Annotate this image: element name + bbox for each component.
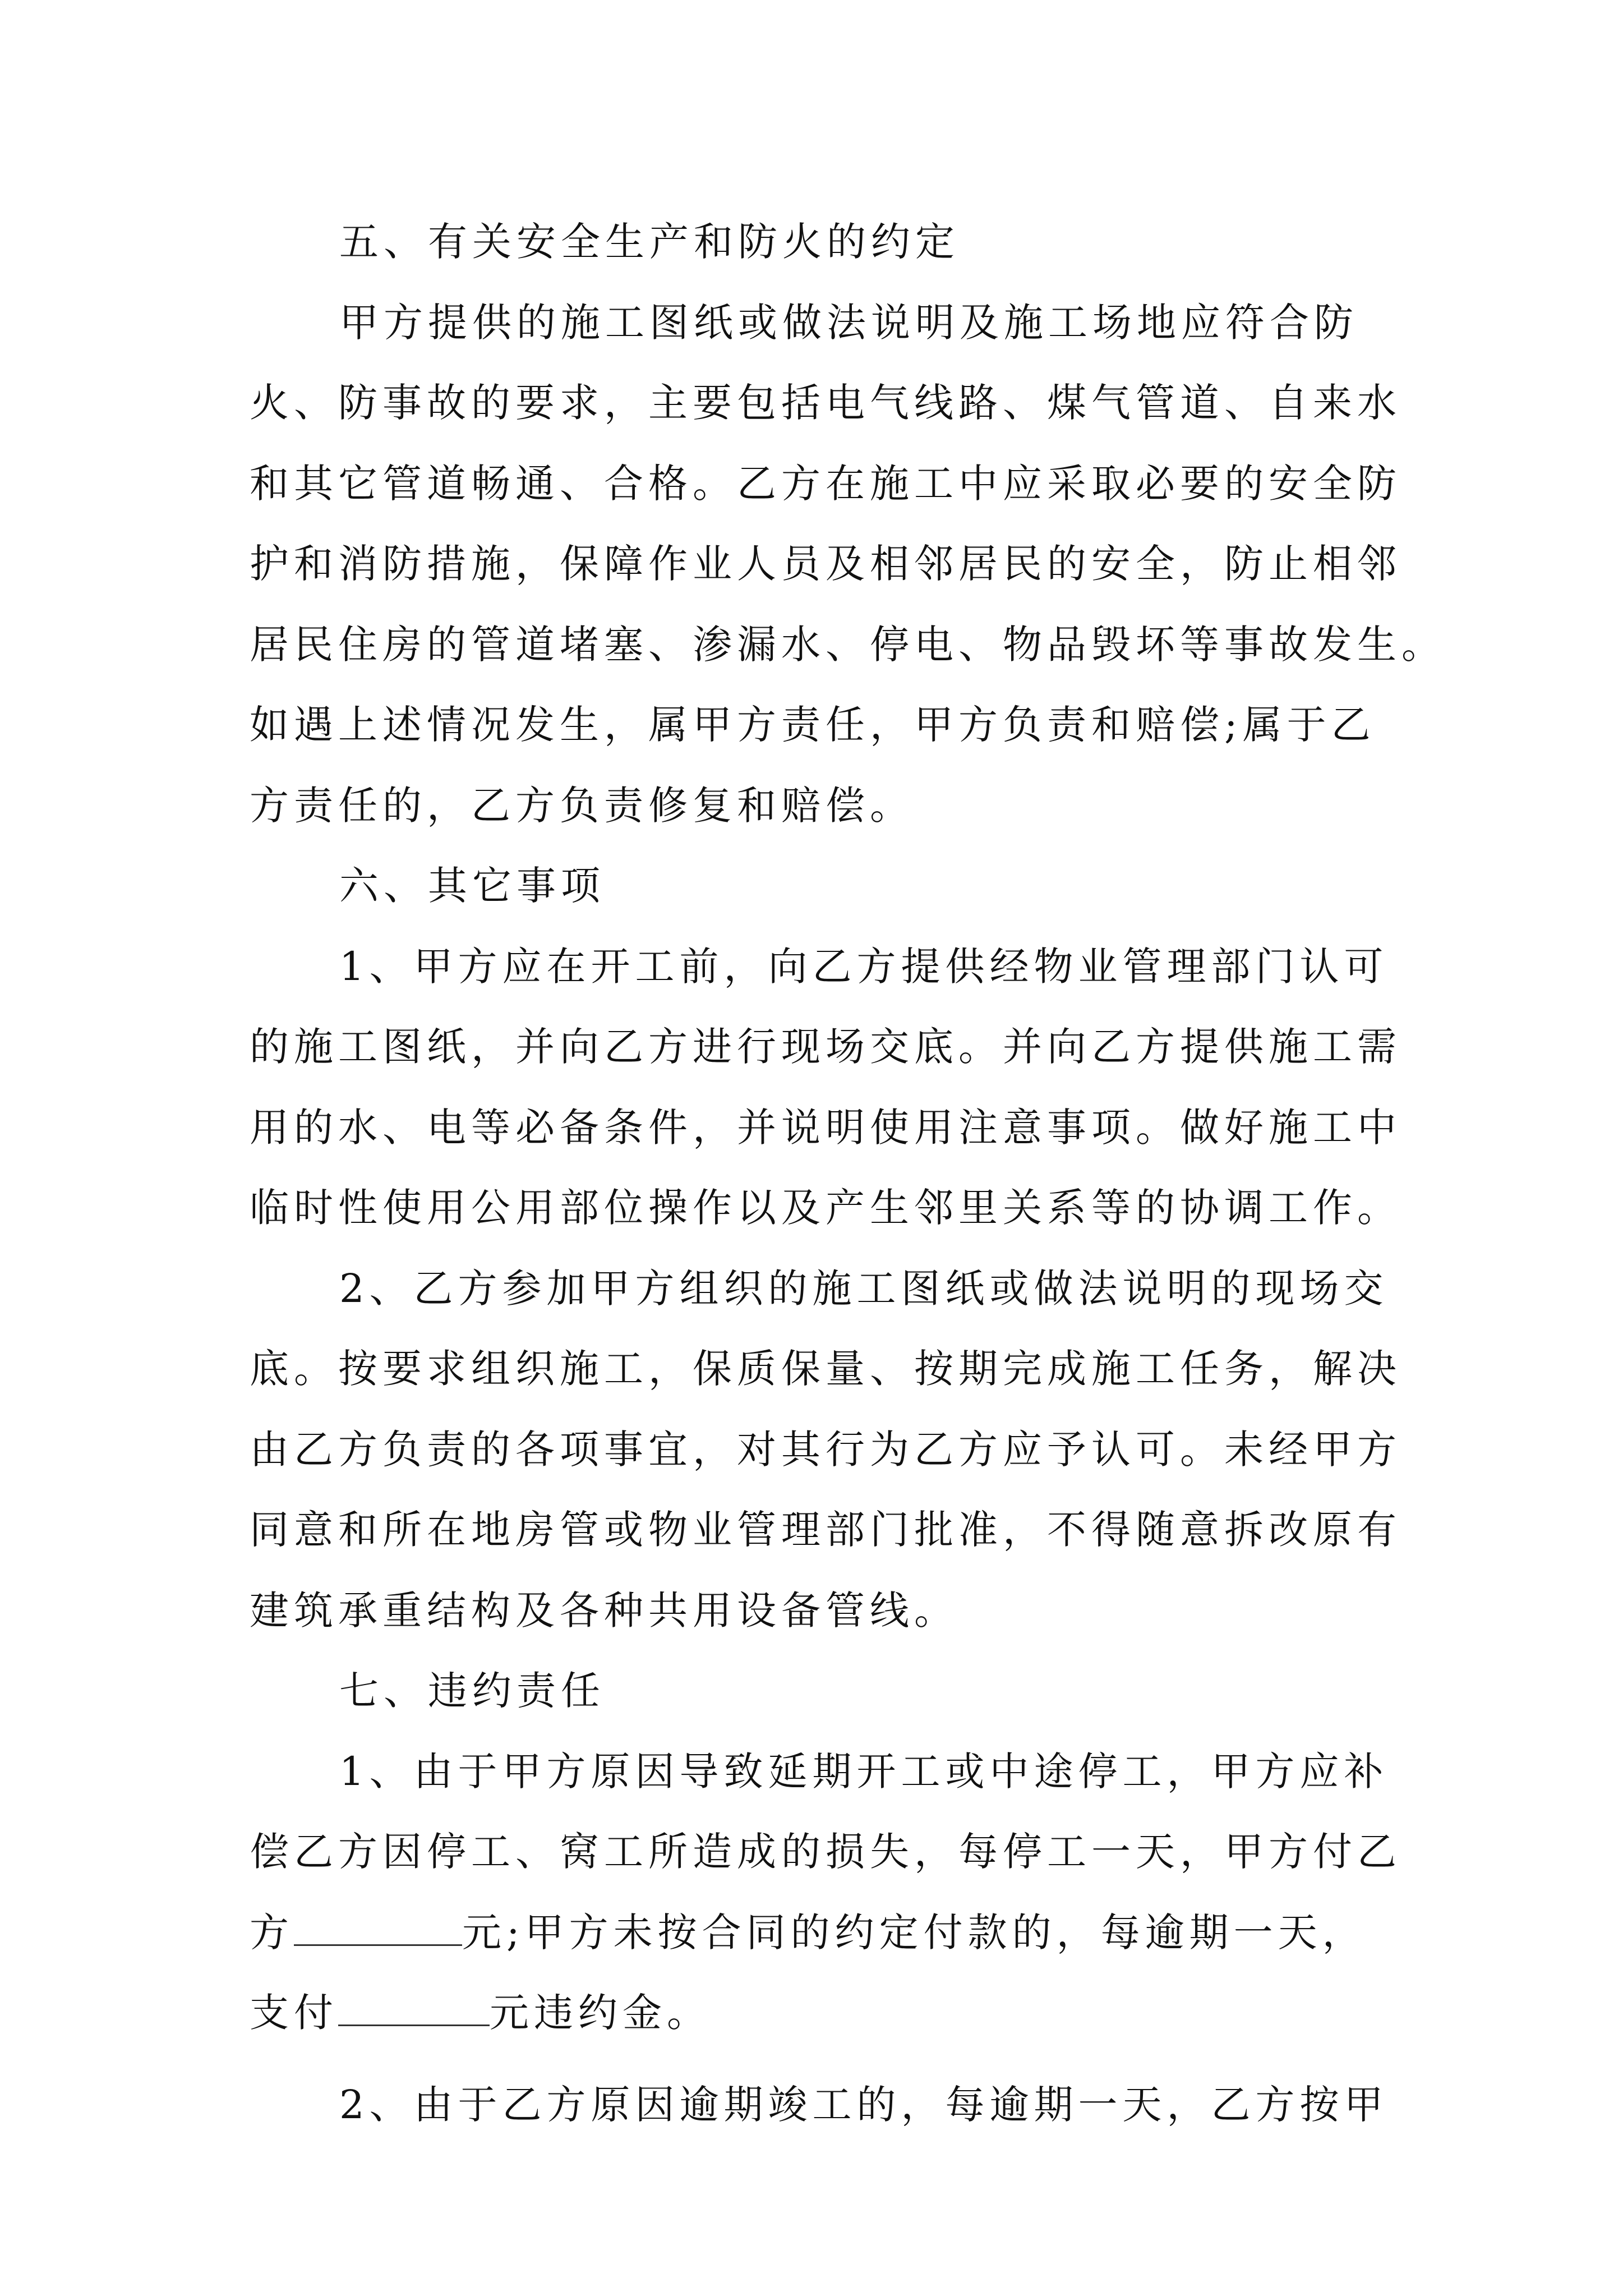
paragraph-line: 2、由于乙方原因逾期竣工的，每逾期一天，乙方按甲	[339, 2081, 1389, 2128]
paragraph-line: 方责任的，乙方负责修复和赔偿。	[250, 782, 914, 829]
paragraph-line: 由乙方负责的各项事宜，对其行为乙方应予认可。未经甲方	[250, 1426, 1401, 1473]
paragraph-line: 1、甲方应在开工前，向乙方提供经物业管理部门认可	[339, 943, 1389, 990]
paragraph-line: 火、防事故的要求，主要包括电气线路、煤气管道、自来水	[250, 380, 1401, 426]
paragraph-line: 用的水、电等必备条件，并说明使用注意事项。做好施工中	[250, 1104, 1401, 1151]
fill-in-blank	[338, 1991, 490, 2026]
paragraph-line	[250, 1893, 1394, 1973]
paragraph-line: 同意和所在地房管或物业管理部门批准，不得随意拆改原有	[250, 1507, 1401, 1553]
paragraph-line: 和其它管道畅通、合格。乙方在施工中应采取必要的安全防	[250, 460, 1401, 507]
paragraph-line: 2、乙方参加甲方组织的施工图纸或做法说明的现场交	[339, 1265, 1389, 1312]
line-text-end: 元;甲方未按合同的约定付款的，每逾期一天，	[462, 1909, 1367, 1955]
line-text-start: 方	[250, 1909, 294, 1955]
paragraph-line: 居民住房的管道堵塞、渗漏水、停电、物品毁坏等事故发生。	[250, 621, 1446, 668]
section-heading-other: 六、其它事项	[339, 863, 605, 909]
paragraph-line: 底。按要求组织施工，保质保量、按期完成施工任务，解决	[250, 1346, 1401, 1392]
paragraph-line: 临时性使用公用部位操作以及产生邻里关系等的协调工作。	[250, 1185, 1401, 1231]
paragraph-line	[250, 1973, 1394, 2054]
paragraph-line: 偿乙方因停工、窝工所造成的损失，每停工一天，甲方付乙	[250, 1829, 1401, 1875]
paragraph-line: 的施工图纸，并向乙方进行现场交底。并向乙方提供施工需	[250, 1024, 1401, 1070]
paragraph-line: 护和消防措施，保障作业人员及相邻居民的安全，防止相邻	[250, 541, 1401, 587]
paragraph-line: 1、由于甲方原因导致延期开工或中途停工，甲方应补	[339, 1748, 1389, 1795]
section-heading-liability: 七、违约责任	[339, 1668, 605, 1714]
section-heading-safety: 五、有关安全生产和防火的约定	[339, 219, 960, 265]
document-body	[250, 202, 1446, 2145]
line-text-end: 元违约金。	[490, 1990, 711, 2036]
paragraph-line: 如遇上述情况发生，属甲方责任，甲方负责和赔偿;属于乙	[250, 702, 1376, 748]
paragraph-line: 建筑承重结构及各种共用设备管线。	[250, 1587, 958, 1634]
paragraph-line: 甲方提供的施工图纸或做法说明及施工场地应符合防	[339, 299, 1358, 346]
fill-in-blank	[294, 1911, 462, 1946]
line-text-start: 支付	[250, 1990, 338, 2036]
